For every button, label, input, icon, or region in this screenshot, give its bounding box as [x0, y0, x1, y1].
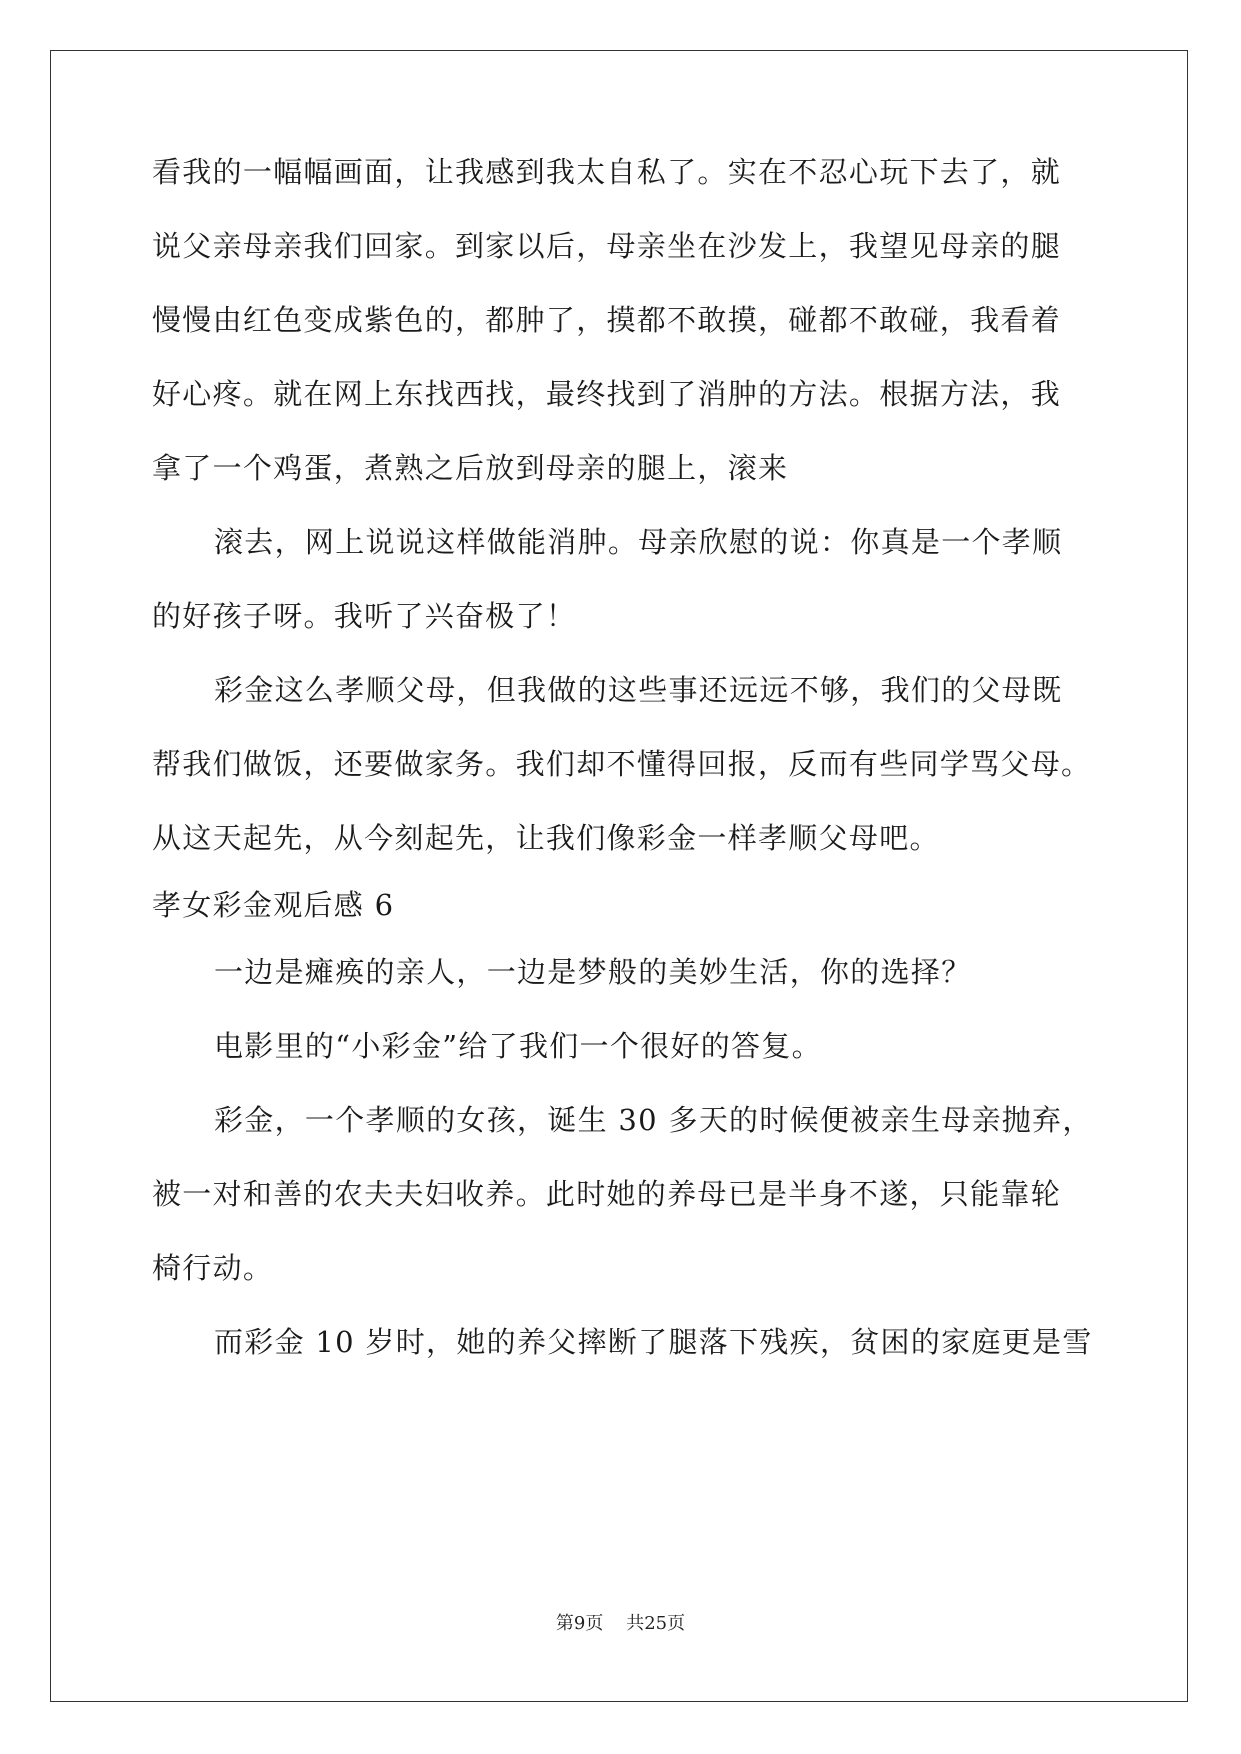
text-line: 被一对和善的农夫夫妇收养。此时她的养母已是半身不遂，只能靠轮	[152, 1177, 1062, 1211]
text-line: 说父亲母亲我们回家。到家以后，母亲坐在沙发上，我望见母亲的腿	[152, 229, 1062, 263]
page-label-suffix: 页	[585, 1613, 604, 1634]
total-pages: 25	[644, 1613, 668, 1634]
text-line: 椅行动。	[152, 1251, 274, 1285]
total-label-prefix: 共	[626, 1613, 645, 1634]
total-label-suffix: 页	[667, 1613, 686, 1634]
paragraph-first-line: 滚去，网上说说这样做能消肿。母亲欣慰的说：你真是一个孝顺	[214, 525, 1063, 559]
paragraph-first-line: 彩金，一个孝顺的女孩，诞生 30 多天的时候便被亲生母亲抛弃，	[214, 1103, 1093, 1137]
text-line: 的好孩子呀。我听了兴奋极了！	[152, 599, 577, 633]
page-label-prefix: 第	[555, 1613, 574, 1634]
paragraph-first-line: 一边是瘫痪的亲人，一边是梦般的美妙生活，你的选择？	[214, 955, 972, 989]
paragraph-first-line: 电影里的“小彩金”给了我们一个很好的答复。	[214, 1029, 822, 1063]
text-line: 从这天起先，从今刻起先，让我们像彩金一样孝顺父母吧。	[152, 821, 940, 855]
paragraph-first-line: 彩金这么孝顺父母，但我做的这些事还远远不够，我们的父母既	[214, 673, 1063, 707]
paragraph-first-line: 而彩金 10 岁时，她的养父摔断了腿落下残疾，贫困的家庭更是雪	[214, 1325, 1093, 1359]
section-heading: 孝女彩金观后感 6	[152, 888, 395, 922]
page-border	[50, 50, 1188, 1702]
page-footer	[0, 1612, 1241, 1636]
page-number: 9	[573, 1613, 586, 1634]
text-line: 看我的一幅幅画面，让我感到我太自私了。实在不忍心玩下去了，就	[152, 155, 1062, 189]
text-line: 帮我们做饭，还要做家务。我们却不懂得回报，反而有些同学骂父母。	[152, 747, 1092, 781]
text-line: 好心疼。就在网上东找西找，最终找到了消肿的方法。根据方法，我	[152, 377, 1062, 411]
text-line: 慢慢由红色变成紫色的，都肿了，摸都不敢摸，碰都不敢碰，我看着	[152, 303, 1062, 337]
text-line: 拿了一个鸡蛋，煮熟之后放到母亲的腿上，滚来	[152, 451, 789, 485]
